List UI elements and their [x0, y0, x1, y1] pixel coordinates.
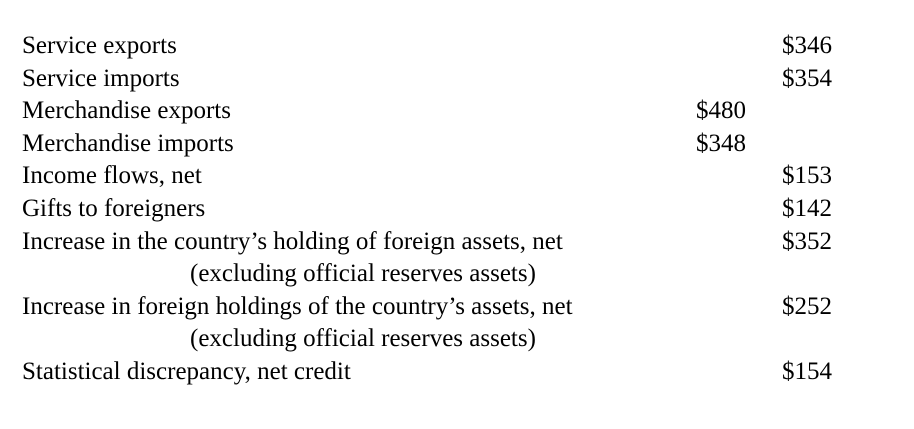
row-increase-foreign-holdings [22, 291, 892, 324]
row-increase-foreign-assets [22, 226, 892, 259]
row-increase-foreign-assets-note [22, 258, 892, 291]
row-value-col2: $142 [782, 194, 832, 222]
row-label: Service imports [22, 64, 180, 92]
balance-of-payments-table [22, 30, 892, 389]
row-value-col2: $346 [782, 32, 832, 59]
row-value-col1: $480 [696, 97, 746, 125]
row-merchandise-exports [22, 95, 892, 128]
row-value-col2: $352 [782, 227, 832, 255]
row-merchandise-imports [22, 128, 892, 161]
row-service-exports [22, 30, 892, 63]
row-label: Increase in foreign holdings of the country’s assets, net [22, 292, 573, 320]
row-value-col2: $154 [782, 357, 832, 385]
row-label: Increase in the country’s holding of foreign assets, net [22, 227, 563, 255]
row-value-col1: $348 [696, 129, 746, 157]
row-label: Merchandise exports [22, 97, 231, 125]
row-label: Income flows, net [22, 162, 202, 190]
row-service-imports [22, 63, 892, 96]
row-note: (excluding official reserves assets) [190, 260, 536, 288]
row-value-col2: $354 [782, 64, 832, 92]
row-label: Merchandise imports [22, 129, 234, 157]
row-value-col2: $252 [782, 292, 832, 320]
row-increase-foreign-holdings-note [22, 323, 892, 356]
row-note: (excluding official reserves assets) [190, 325, 536, 353]
row-value-col2: $153 [782, 162, 832, 190]
row-label: Service exports [22, 32, 177, 59]
row-label: Statistical discrepancy, net credit [22, 357, 351, 385]
row-gifts-to-foreigners [22, 193, 892, 226]
row-label: Gifts to foreigners [22, 194, 206, 222]
row-statistical-discrepancy [22, 356, 892, 389]
row-income-flows [22, 160, 892, 193]
